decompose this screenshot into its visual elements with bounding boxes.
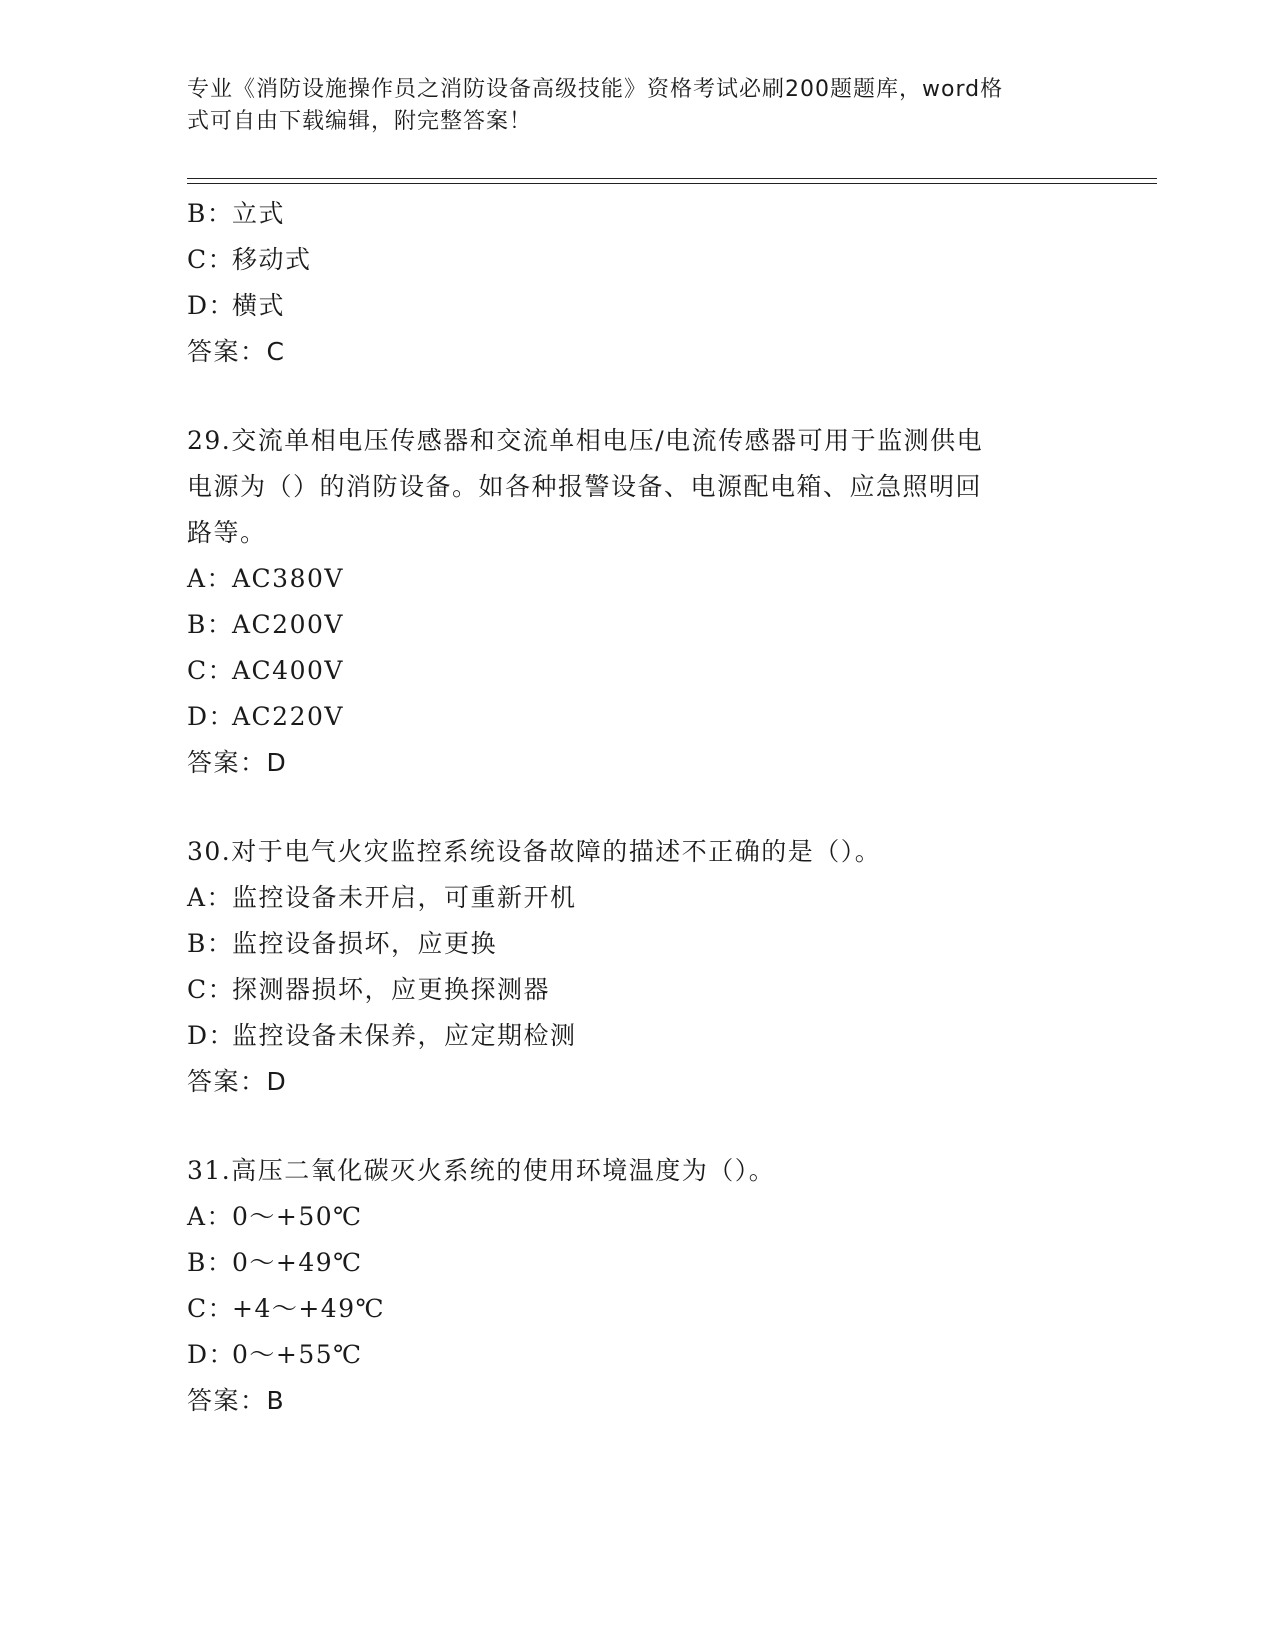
option-c [187,967,1087,1013]
option-text: 监控设备未开启，可重新开机 [232,883,577,912]
header-rule-top [187,178,1157,179]
option-text: AC380V [232,564,344,593]
header-rule-bottom [187,183,1157,184]
option-letter: D： [187,702,236,731]
option-letter: C： [187,656,235,685]
option-letter: C： [187,975,235,1004]
answer-line: 答案：B [187,1386,286,1415]
question-stem: 30.对于电气火灾监控系统设备故障的描述不正确的是（）。 [187,837,882,866]
answer-line: 答案：C [187,337,286,366]
option-letter: D： [187,1021,236,1050]
option-text: AC200V [232,610,344,639]
option-letter: D： [187,291,236,320]
document-body [187,191,1087,1424]
option-text: +4～+49℃ [232,1294,386,1323]
question-stem: 31.高压二氧化碳灭火系统的使用环境温度为（）。 [187,1156,776,1185]
option-a [187,875,1087,921]
option-c [187,648,1087,694]
option-a [187,556,1087,602]
option-letter: C： [187,245,235,274]
option-d [187,283,1087,329]
option-b [187,921,1087,967]
option-b [187,602,1087,648]
option-letter: A： [187,1202,234,1231]
option-text: 0～+49℃ [232,1248,363,1277]
option-d [187,694,1087,740]
question-31 [187,1148,1087,1424]
option-letter: D： [187,1340,236,1369]
option-letter: C： [187,1294,235,1323]
option-c [187,1286,1087,1332]
header-line-2: 式可自由下载编辑，附完整答案！ [187,109,533,134]
option-text: 0～+50℃ [232,1202,363,1231]
option-text: AC220V [232,702,344,731]
option-letter: B： [187,610,234,639]
option-a [187,1194,1087,1240]
option-letter: B： [187,199,234,228]
answer-line: 答案：D [187,748,288,777]
option-d [187,1013,1087,1059]
option-d [187,1332,1087,1378]
option-text: AC400V [232,656,344,685]
question-28 [187,191,1087,375]
question-stem-line-3: 路等。 [187,518,267,547]
option-text: 探测器损坏，应更换探测器 [232,975,551,1004]
option-b [187,1240,1087,1286]
option-b [187,191,1087,237]
question-29 [187,418,1087,786]
option-text: 移动式 [232,245,312,274]
option-text: 立式 [232,199,286,228]
document-header [187,74,1067,138]
option-text: 0～+55℃ [232,1340,363,1369]
option-letter: A： [187,564,234,593]
option-letter: A： [187,883,234,912]
option-c [187,237,1087,283]
option-text: 监控设备损坏，应更换 [232,929,498,958]
option-letter: B： [187,1248,234,1277]
header-line-1: 专业《消防设施操作员之消防设备高级技能》资格考试必刷200题题库，word格 [187,77,1004,102]
option-text: 监控设备未保养，应定期检测 [232,1021,577,1050]
option-text: 横式 [232,291,286,320]
question-stem-line-2: 电源为（）的消防设备。如各种报警设备、电源配电箱、应急照明回 [187,472,983,501]
question-stem-line-1: 29.交流单相电压传感器和交流单相电压/电流传感器可用于监测供电 [187,426,984,455]
answer-line: 答案：D [187,1067,288,1096]
option-letter: B： [187,929,234,958]
question-30 [187,829,1087,1105]
